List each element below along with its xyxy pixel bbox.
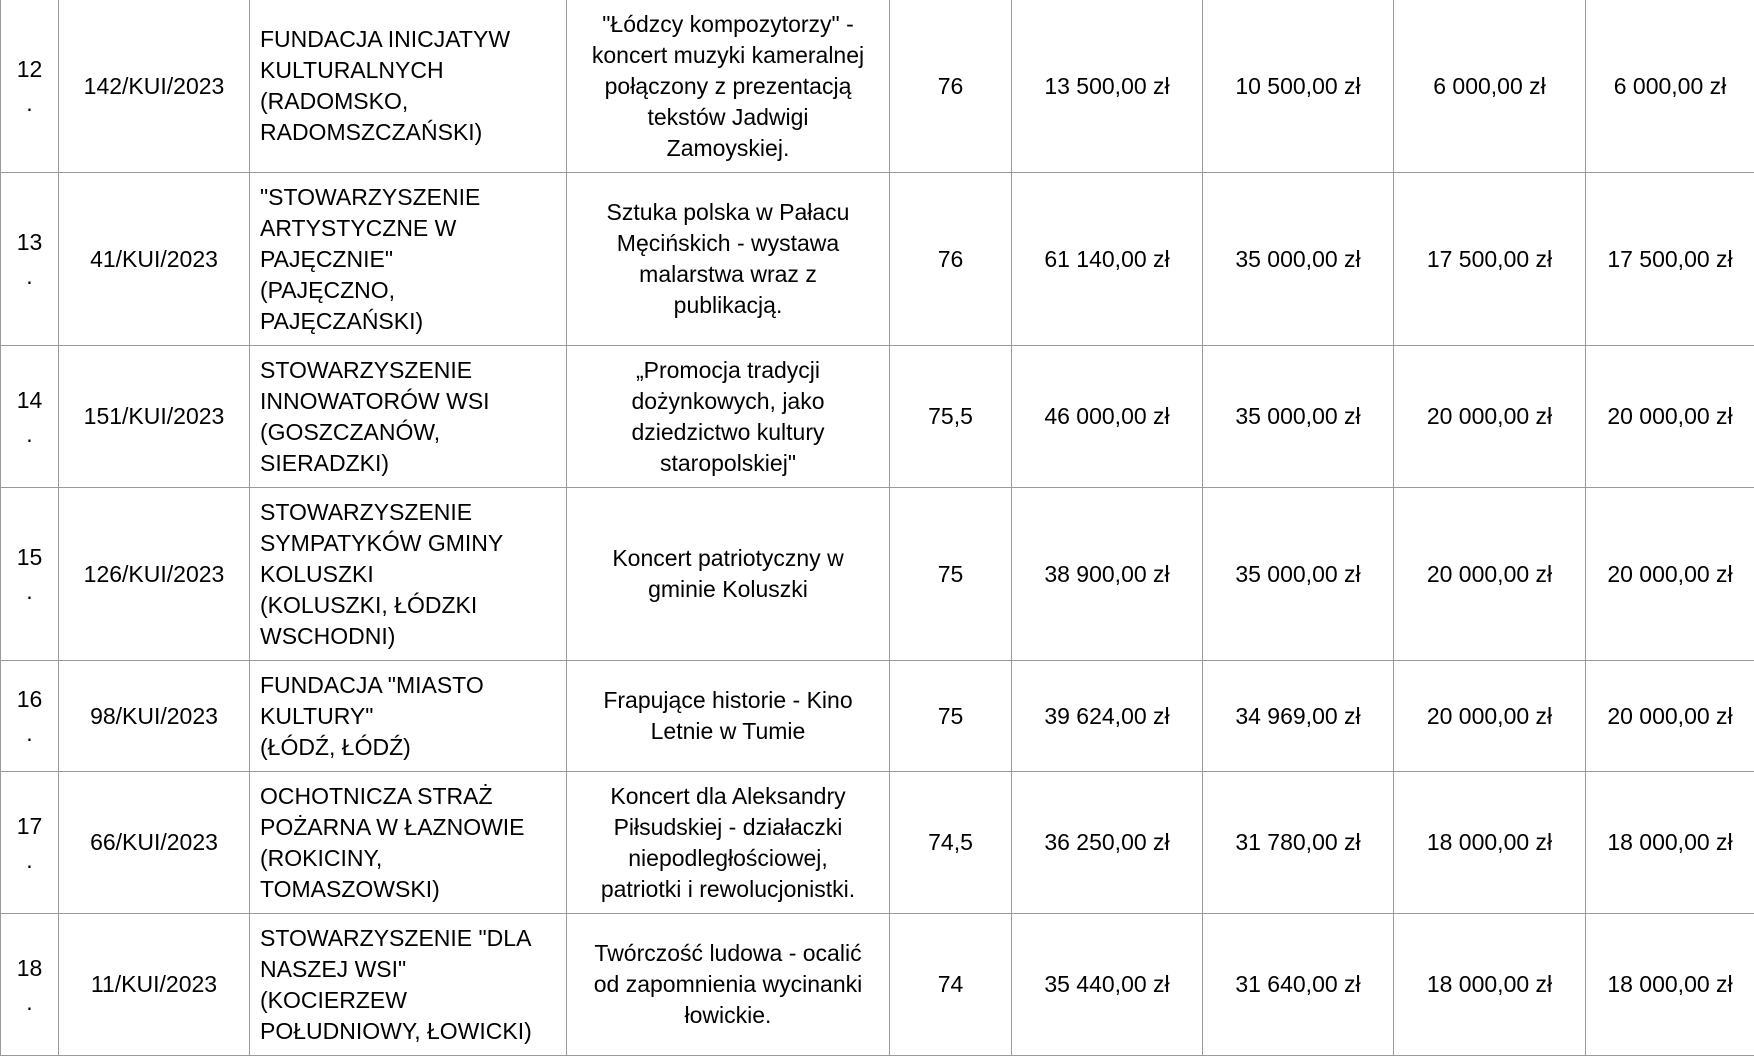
task-title-cell: "Łódzcy kompozytorzy" - koncert muzyki kameralnej połączony z prezentacją tekstów Jadwigi Zamoyskiej.	[567, 0, 890, 173]
row-number-cell: 14 .	[1, 346, 59, 488]
granted-amount-cell: 20 000,00 zł	[1586, 488, 1754, 661]
row-number-cell: 18 .	[1, 914, 59, 1056]
total-cost-cell: 36 250,00 zł	[1012, 772, 1203, 914]
granted-amount-cell: 20 000,00 zł	[1586, 346, 1754, 488]
total-cost-cell: 13 500,00 zł	[1012, 0, 1203, 173]
points-cell: 75,5	[890, 346, 1012, 488]
table-row	[1, 173, 1754, 346]
requested-amount-cell: 35 000,00 zł	[1203, 173, 1394, 346]
table-row	[1, 772, 1754, 914]
organization-cell: STOWARZYSZENIE INNOWATORÓW WSI (GOSZCZANÓW, SIERADZKI)	[250, 346, 567, 488]
row-number-cell: 16 .	[1, 661, 59, 772]
task-title-cell: Twórczość ludowa - ocalić od zapomnienia wycinanki łowickie.	[567, 914, 890, 1056]
proposed-amount-cell: 20 000,00 zł	[1394, 661, 1586, 772]
requested-amount-cell: 10 500,00 zł	[1203, 0, 1394, 173]
proposed-amount-cell: 6 000,00 zł	[1394, 0, 1586, 173]
table-row	[1, 914, 1754, 1056]
table-row	[1, 488, 1754, 661]
total-cost-cell: 46 000,00 zł	[1012, 346, 1203, 488]
requested-amount-cell: 35 000,00 zł	[1203, 488, 1394, 661]
table-row	[1, 661, 1754, 772]
granted-amount-cell: 20 000,00 zł	[1586, 661, 1754, 772]
requested-amount-cell: 31 780,00 zł	[1203, 772, 1394, 914]
task-title-cell: Koncert dla Aleksandry Piłsudskiej - działaczki niepodległościowej, patriotki i rewolucjonistki.	[567, 772, 890, 914]
organization-cell: OCHOTNICZA STRAŻ POŻARNA W ŁAZNOWIE (ROKICINY, TOMASZOWSKI)	[250, 772, 567, 914]
total-cost-cell: 38 900,00 zł	[1012, 488, 1203, 661]
points-cell: 74	[890, 914, 1012, 1056]
total-cost-cell: 35 440,00 zł	[1012, 914, 1203, 1056]
task-title-cell: Koncert patriotyczny w gminie Koluszki	[567, 488, 890, 661]
organization-cell: "STOWARZYSZENIE ARTYSTYCZNE W PAJĘCZNIE" (PAJĘCZNO, PAJĘCZAŃSKI)	[250, 173, 567, 346]
organization-cell: STOWARZYSZENIE SYMPATYKÓW GMINY KOLUSZKI (KOLUSZKI, ŁÓDZKI WSCHODNI)	[250, 488, 567, 661]
organization-cell: STOWARZYSZENIE "DLA NASZEJ WSI" (KOCIERZEW POŁUDNIOWY, ŁOWICKI)	[250, 914, 567, 1056]
requested-amount-cell: 35 000,00 zł	[1203, 346, 1394, 488]
points-cell: 76	[890, 0, 1012, 173]
proposed-amount-cell: 20 000,00 zł	[1394, 488, 1586, 661]
application-number-cell: 98/KUI/2023	[59, 661, 250, 772]
application-number-cell: 151/KUI/2023	[59, 346, 250, 488]
granted-amount-cell: 18 000,00 zł	[1586, 772, 1754, 914]
proposed-amount-cell: 17 500,00 zł	[1394, 173, 1586, 346]
requested-amount-cell: 34 969,00 zł	[1203, 661, 1394, 772]
row-number-cell: 13 .	[1, 173, 59, 346]
application-number-cell: 126/KUI/2023	[59, 488, 250, 661]
organization-cell: FUNDACJA "MIASTO KULTURY" (ŁÓDŹ, ŁÓDŹ)	[250, 661, 567, 772]
points-cell: 76	[890, 173, 1012, 346]
application-number-cell: 66/KUI/2023	[59, 772, 250, 914]
table-row	[1, 346, 1754, 488]
task-title-cell: „Promocja tradycji dożynkowych, jako dziedzictwo kultury staropolskiej"	[567, 346, 890, 488]
requested-amount-cell: 31 640,00 zł	[1203, 914, 1394, 1056]
points-cell: 74,5	[890, 772, 1012, 914]
granted-amount-cell: 6 000,00 zł	[1586, 0, 1754, 173]
points-cell: 75	[890, 661, 1012, 772]
row-number-cell: 15 .	[1, 488, 59, 661]
total-cost-cell: 39 624,00 zł	[1012, 661, 1203, 772]
total-cost-cell: 61 140,00 zł	[1012, 173, 1203, 346]
row-number-cell: 17 .	[1, 772, 59, 914]
granted-amount-cell: 18 000,00 zł	[1586, 914, 1754, 1056]
task-title-cell: Frapujące historie - Kino Letnie w Tumie	[567, 661, 890, 772]
proposed-amount-cell: 18 000,00 zł	[1394, 914, 1586, 1056]
table-row	[1, 0, 1754, 173]
points-cell: 75	[890, 488, 1012, 661]
application-number-cell: 11/KUI/2023	[59, 914, 250, 1056]
granted-amount-cell: 17 500,00 zł	[1586, 173, 1754, 346]
application-number-cell: 142/KUI/2023	[59, 0, 250, 173]
proposed-amount-cell: 18 000,00 zł	[1394, 772, 1586, 914]
organization-cell: FUNDACJA INICJATYW KULTURALNYCH (RADOMSKO, RADOMSZCZAŃSKI)	[250, 0, 567, 173]
application-number-cell: 41/KUI/2023	[59, 173, 250, 346]
proposed-amount-cell: 20 000,00 zł	[1394, 346, 1586, 488]
row-number-cell: 12 .	[1, 0, 59, 173]
task-title-cell: Sztuka polska w Pałacu Męcińskich - wystawa malarstwa wraz z publikacją.	[567, 173, 890, 346]
